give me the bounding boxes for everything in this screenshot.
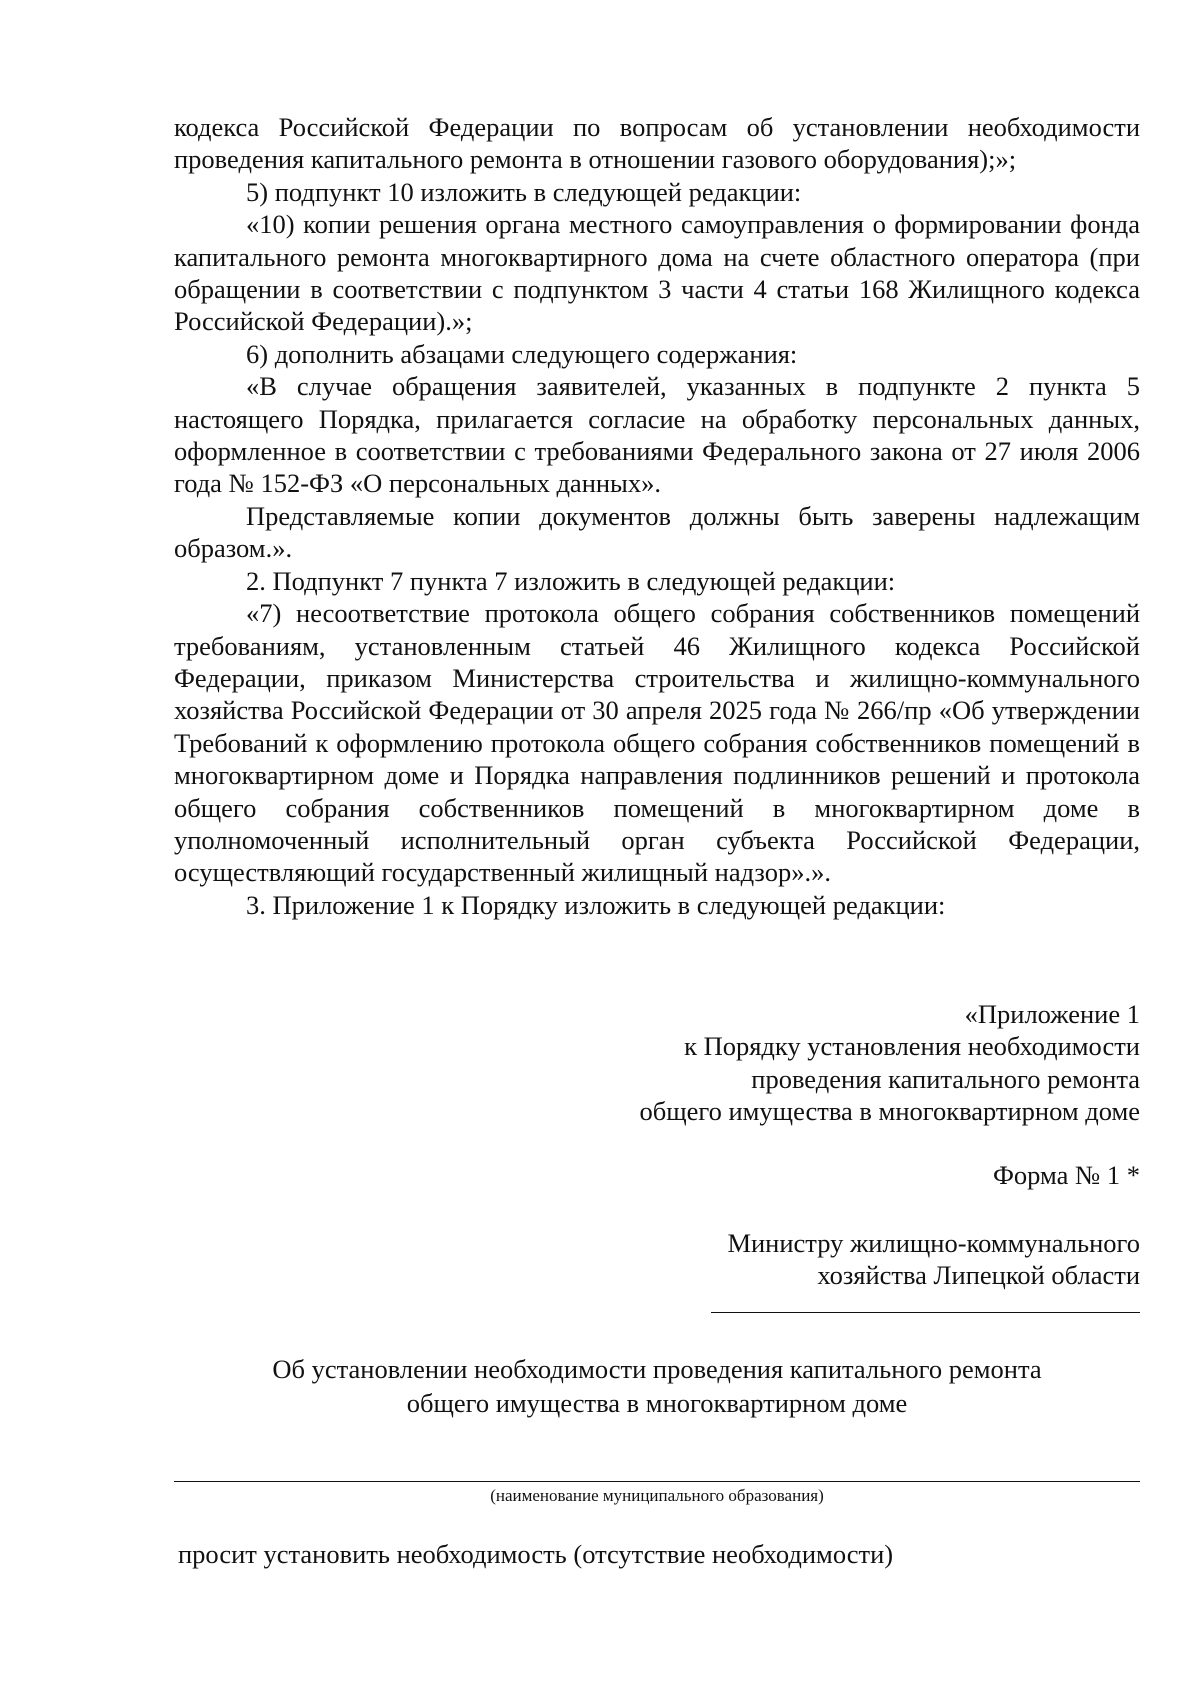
addressee — [440, 1227, 1140, 1292]
appendix-header-line: к Порядку установления необходимости — [684, 1031, 1140, 1062]
paragraph-subitem-6: 6) дополнить абзацами следующего содержания: — [246, 338, 798, 369]
paragraph-item-3: 3. Приложение 1 к Порядку изложить в следующей редакции: — [246, 889, 946, 920]
paragraph-item-2: 2. Подпункт 7 пункта 7 изложить в следующей редакции: — [246, 565, 896, 596]
appendix-header — [440, 998, 1140, 1128]
appendix-header-line: «Приложение 1 — [964, 999, 1140, 1029]
addressee-line: Министру жилищно-коммунального — [727, 1228, 1140, 1258]
municipality-fill-line — [174, 1481, 1140, 1482]
form-title-line: Об установлении необходимости проведения капитального ремонта — [272, 1354, 1042, 1384]
appendix-header-line: проведения капитального ремонта — [751, 1063, 1140, 1094]
request-text: просит установить необходимость (отсутствие необходимости) — [178, 1539, 894, 1569]
form-title-line: общего имущества в многоквартирном доме — [406, 1388, 908, 1418]
paragraph-item-7-text: «7) несоответствие протокола общего собрания собственников помещений требованиям, установленным статьей 46 Жилищного кодекса Российской Федерации, приказом Министерства строительства и жилищно-коммунального хозяйства Российской Федерации от 30 апреля 2025 года № 266/пр «Об утверждении Требований к оформлению протокола общего собрания собственников помещений в многоквартирном доме и Порядка направления подлинников решений и протокола общего собрания собственников помещений в многоквартирном доме в уполномоченный исполнительный орган субъекта Российской Федерации, осуществляющий государственный жилищный надзор».». — [174, 598, 1140, 888]
paragraph-consent: «В случае обращения заявителей, указанных в подпункте 2 пункта 5 настоящего Порядка, прилагается согласие на обработку персональных данных, оформленное в соответствии с требованиями Федерального закона от 27 июля 2006 года № 152-ФЗ «О персональных данных». — [174, 371, 1140, 499]
form-title — [174, 1352, 1140, 1420]
document-body — [174, 111, 1140, 921]
paragraph-item-10-text: «10) копии решения органа местного самоуправления о формировании фонда капитального ремонта многоквартирного дома на счете областного оператора (при обращении в соответствии с подпунктом 3 части 4 статьи 168 Жилищного кодекса Российской Федерации).»; — [174, 209, 1140, 337]
municipality-caption: (наименование муниципального образования) — [490, 1486, 824, 1505]
form-label: Форма № 1 * — [992, 1160, 1140, 1190]
addressee-line: хозяйства Липецкой области — [817, 1260, 1140, 1291]
paragraph-certified-copies: Представляемые копии документов должны быть заверены надлежащим образом.». — [174, 500, 1140, 564]
paragraph-subitem-5: 5) подпункт 10 изложить в следующей редакции: — [246, 176, 802, 207]
appendix-header-line: общего имущества в многоквартирном доме — [639, 1096, 1140, 1127]
paragraph-continuation: кодекса Российской Федерации по вопросам об установлении необходимости проведения капитального ремонта в отношении газового оборудования);»; — [174, 112, 1140, 175]
addressee-signature-line — [711, 1312, 1140, 1313]
